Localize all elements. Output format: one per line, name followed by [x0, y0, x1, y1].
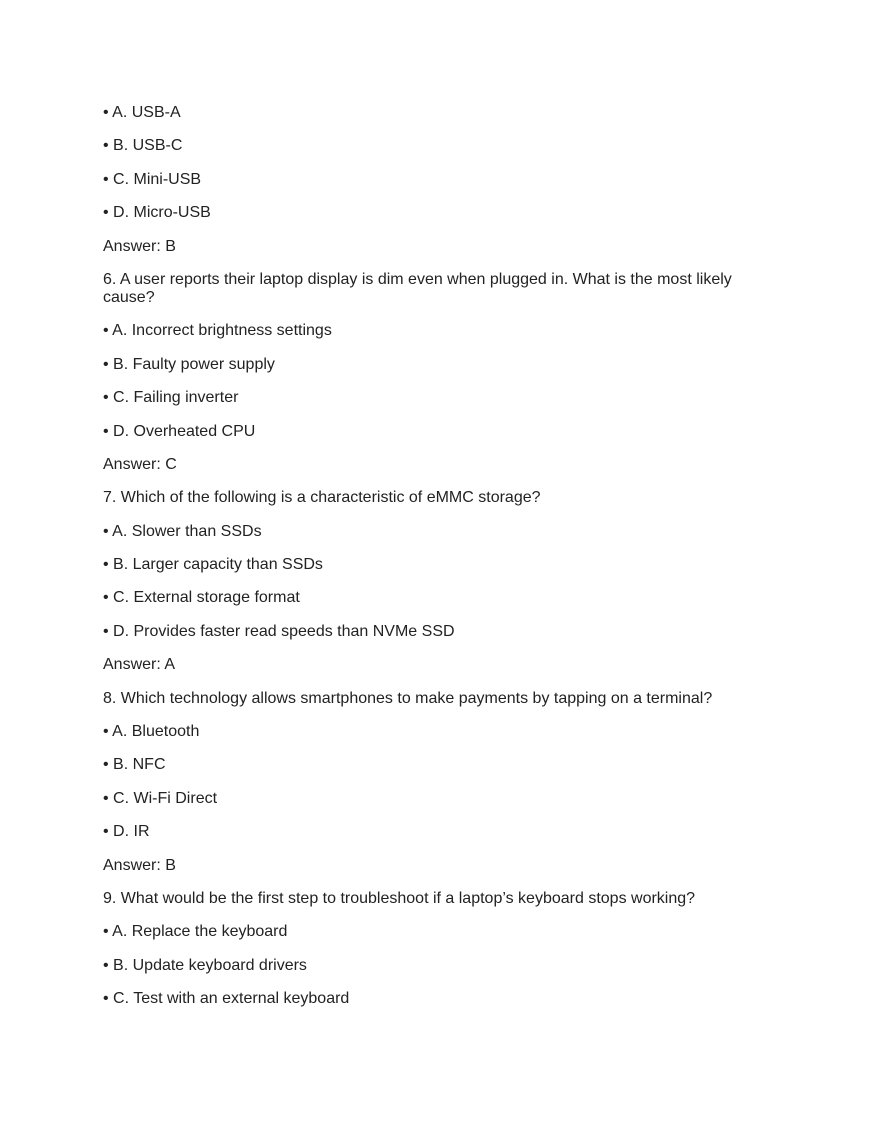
answer-line: Answer: B	[103, 856, 176, 874]
option-line: • A. Slower than SSDs	[103, 522, 262, 540]
document-page	[103, 104, 748, 1024]
question-9: 9. What would be the first step to troubleshoot if a laptop’s keyboard stops working?	[103, 889, 696, 907]
option-line: • B. Faulty power supply	[103, 355, 275, 373]
answer-line: Answer: B	[103, 237, 176, 255]
option-line: • C. External storage format	[103, 589, 300, 607]
question-7: 7. Which of the following is a characteristic of eMMC storage?	[103, 489, 541, 507]
question-8: 8. Which technology allows smartphones to make payments by tapping on a terminal?	[103, 689, 713, 707]
option-line: • B. USB-C	[103, 137, 183, 155]
option-line: • C. Test with an external keyboard	[103, 990, 350, 1008]
option-line: • C. Wi-Fi Direct	[103, 789, 218, 807]
option-line: • B. Update keyboard drivers	[103, 956, 307, 974]
option-line: • B. NFC	[103, 756, 166, 774]
answer-line: Answer: A	[103, 656, 176, 674]
option-line: • C. Failing inverter	[103, 389, 239, 407]
answer-line: Answer: C	[103, 455, 177, 473]
option-line: • A. USB-A	[103, 104, 181, 121]
option-line: • B. Larger capacity than SSDs	[103, 556, 323, 574]
question-6: 6. A user reports their laptop display is dim even when plugged in. What is the most likely cause?	[103, 270, 732, 306]
option-line: • A. Replace the keyboard	[103, 923, 288, 941]
option-line: • D. Overheated CPU	[103, 422, 256, 440]
option-line: • A. Incorrect brightness settings	[103, 322, 332, 340]
option-line: • D. IR	[103, 823, 150, 841]
option-line: • A. Bluetooth	[103, 723, 200, 741]
option-line: • D. Provides faster read speeds than NVMe SSD	[103, 622, 455, 640]
option-line: • C. Mini-USB	[103, 170, 202, 188]
option-line: • D. Micro-USB	[103, 204, 211, 222]
